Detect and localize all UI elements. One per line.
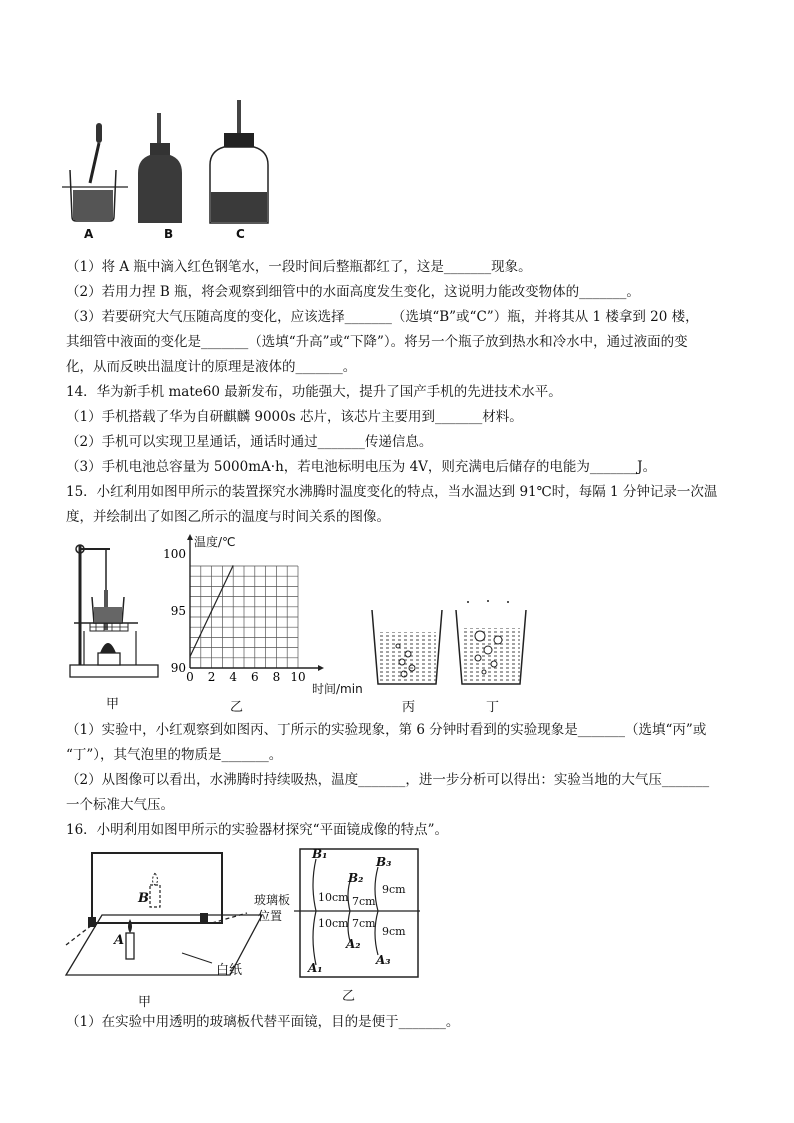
mirror-label-paper: 白纸 — [216, 963, 243, 978]
x-axis-arrow — [318, 665, 324, 671]
beaker-ding — [456, 600, 526, 684]
q15-part2-line1: （2）从图像可以看出，水沸腾时持续吸热，温度_______，进一步分析可以得出：实验当地的大气压_______ — [66, 772, 710, 788]
glass-label-2: 位置 — [258, 909, 283, 923]
q15-stem-line2: 度，并绘制出了如图乙所示的温度与时间关系的图像。 — [66, 509, 390, 525]
y-tick-label: 95 — [170, 604, 186, 618]
temperature-chart — [162, 532, 374, 692]
apparatus-drawing — [66, 535, 162, 685]
point-b3: B₃ — [376, 855, 392, 869]
beaker-a — [62, 123, 128, 221]
x-tick-label: 2 — [207, 670, 216, 684]
beakers-drawing — [368, 598, 538, 693]
x-tick-label: 8 — [272, 670, 281, 684]
mirror-label-b: B — [138, 891, 149, 906]
figure-mirror-setup — [62, 845, 272, 1010]
glass-label-1: 玻璃板 — [254, 893, 291, 907]
label-yi-16: 乙 — [342, 989, 356, 1004]
figure-beakers — [368, 598, 538, 718]
label-a: A — [84, 227, 94, 241]
bottles-drawing — [60, 95, 300, 245]
mirror-label-a: A — [114, 933, 125, 948]
label-yi-15: 乙 — [230, 700, 244, 715]
label-bing: 丙 — [402, 700, 416, 715]
point-b1: B₁ — [312, 847, 328, 861]
label-ding: 丁 — [486, 700, 500, 715]
y-tick-label: 90 — [170, 661, 186, 675]
distance-10-upper: 10cm — [318, 891, 349, 904]
y-axis-arrow — [187, 534, 193, 540]
distance-9-upper: 9cm — [382, 883, 406, 896]
q15-stem-line1: 15．小红利用如图甲所示的装置探究水沸腾时温度变化的特点，当水温达到 91℃时，每隔 1 分钟记录一次温 — [66, 484, 718, 500]
chart-x-label: 时间/min — [312, 682, 363, 696]
figure-boiling-apparatus — [66, 535, 162, 715]
distance-7-lower: 7cm — [352, 917, 376, 930]
point-a2: A₂ — [346, 937, 361, 951]
figure-temperature-chart — [162, 532, 374, 717]
label-b: B — [164, 227, 174, 241]
bottle-c — [210, 100, 268, 223]
q16-part1: （1）在实验中用透明的玻璃板代替平面镜，目的是便于_______。 — [66, 1014, 460, 1030]
q13-part1: （1）将 A 瓶中滴入红色钢笔水，一段时间后整瓶都红了，这是_______现象。 — [66, 259, 532, 275]
q13-part3-line2: 其细管中液面的变化是_______（选填“升高”或“下降”）。将另一个瓶子放到热水和冷水中，通过液面的变 — [66, 334, 688, 350]
distance-9-lower: 9cm — [382, 925, 406, 938]
beaker-bing — [372, 610, 442, 684]
label-jia-16: 甲 — [138, 995, 152, 1010]
point-b2: B₂ — [348, 871, 364, 885]
x-tick-label: 10 — [290, 670, 306, 684]
q15-part1-line1: （1）实验中，小红观察到如图丙、丁所示的实验现象，第 6 分钟时看到的实验现象是_______（选填“丙”或 — [66, 722, 707, 738]
x-tick-label: 6 — [250, 670, 259, 684]
q15-part2-line2: 一个标准大气压。 — [66, 797, 174, 813]
q13-part2: （2）若用力捏 B 瓶，将会观察到细管中的水面高度发生变化，这说明力能改变物体的_______。 — [66, 284, 640, 300]
distance-10-lower: 10cm — [318, 917, 349, 930]
q14-stem: 14．华为新手机 mate60 最新发布，功能强大，提升了国产手机的先进技术水平。 — [66, 384, 562, 400]
bottle-b — [138, 113, 182, 223]
chart-y-label: 温度/℃ — [194, 535, 236, 549]
label-jia-15: 甲 — [106, 697, 120, 712]
point-a1: A₁ — [308, 961, 323, 975]
q14-part1: （1）手机搭载了华为自研麒麟 9000s 芯片，该芯片主要用到_______材料。 — [66, 409, 523, 425]
label-c: C — [236, 227, 245, 241]
q14-part3: （3）手机电池总容量为 5000mA·h，若电池标明电压为 4V，则充满电后储存的电能为_______J。 — [66, 459, 657, 475]
figure-bottles — [60, 95, 300, 245]
x-tick-label: 4 — [229, 670, 238, 684]
q14-part2: （2）手机可以实现卫星通话，通话时通过_______传递信息。 — [66, 434, 433, 450]
figure-mirror-plane — [254, 845, 424, 1010]
q15-part1-line2: “丁”），其气泡里的物质是_______。 — [66, 747, 283, 763]
y-tick-label: 100 — [163, 547, 186, 561]
q13-part3-line3: 化，从而反映出温度计的原理是液体的_______。 — [66, 359, 357, 375]
distance-7-upper: 7cm — [352, 895, 376, 908]
point-a3: A₃ — [376, 953, 391, 967]
q13-part3-line1: （3）若要研究大气压随高度的变化，应该选择_______（选填“B”或“C”）瓶，并将其从 1 楼拿到 20 楼， — [66, 309, 699, 325]
q16-stem: 16．小明利用如图甲所示的实验器材探究“平面镜成像的特点”。 — [66, 822, 448, 838]
x-tick-label: 0 — [186, 670, 194, 684]
